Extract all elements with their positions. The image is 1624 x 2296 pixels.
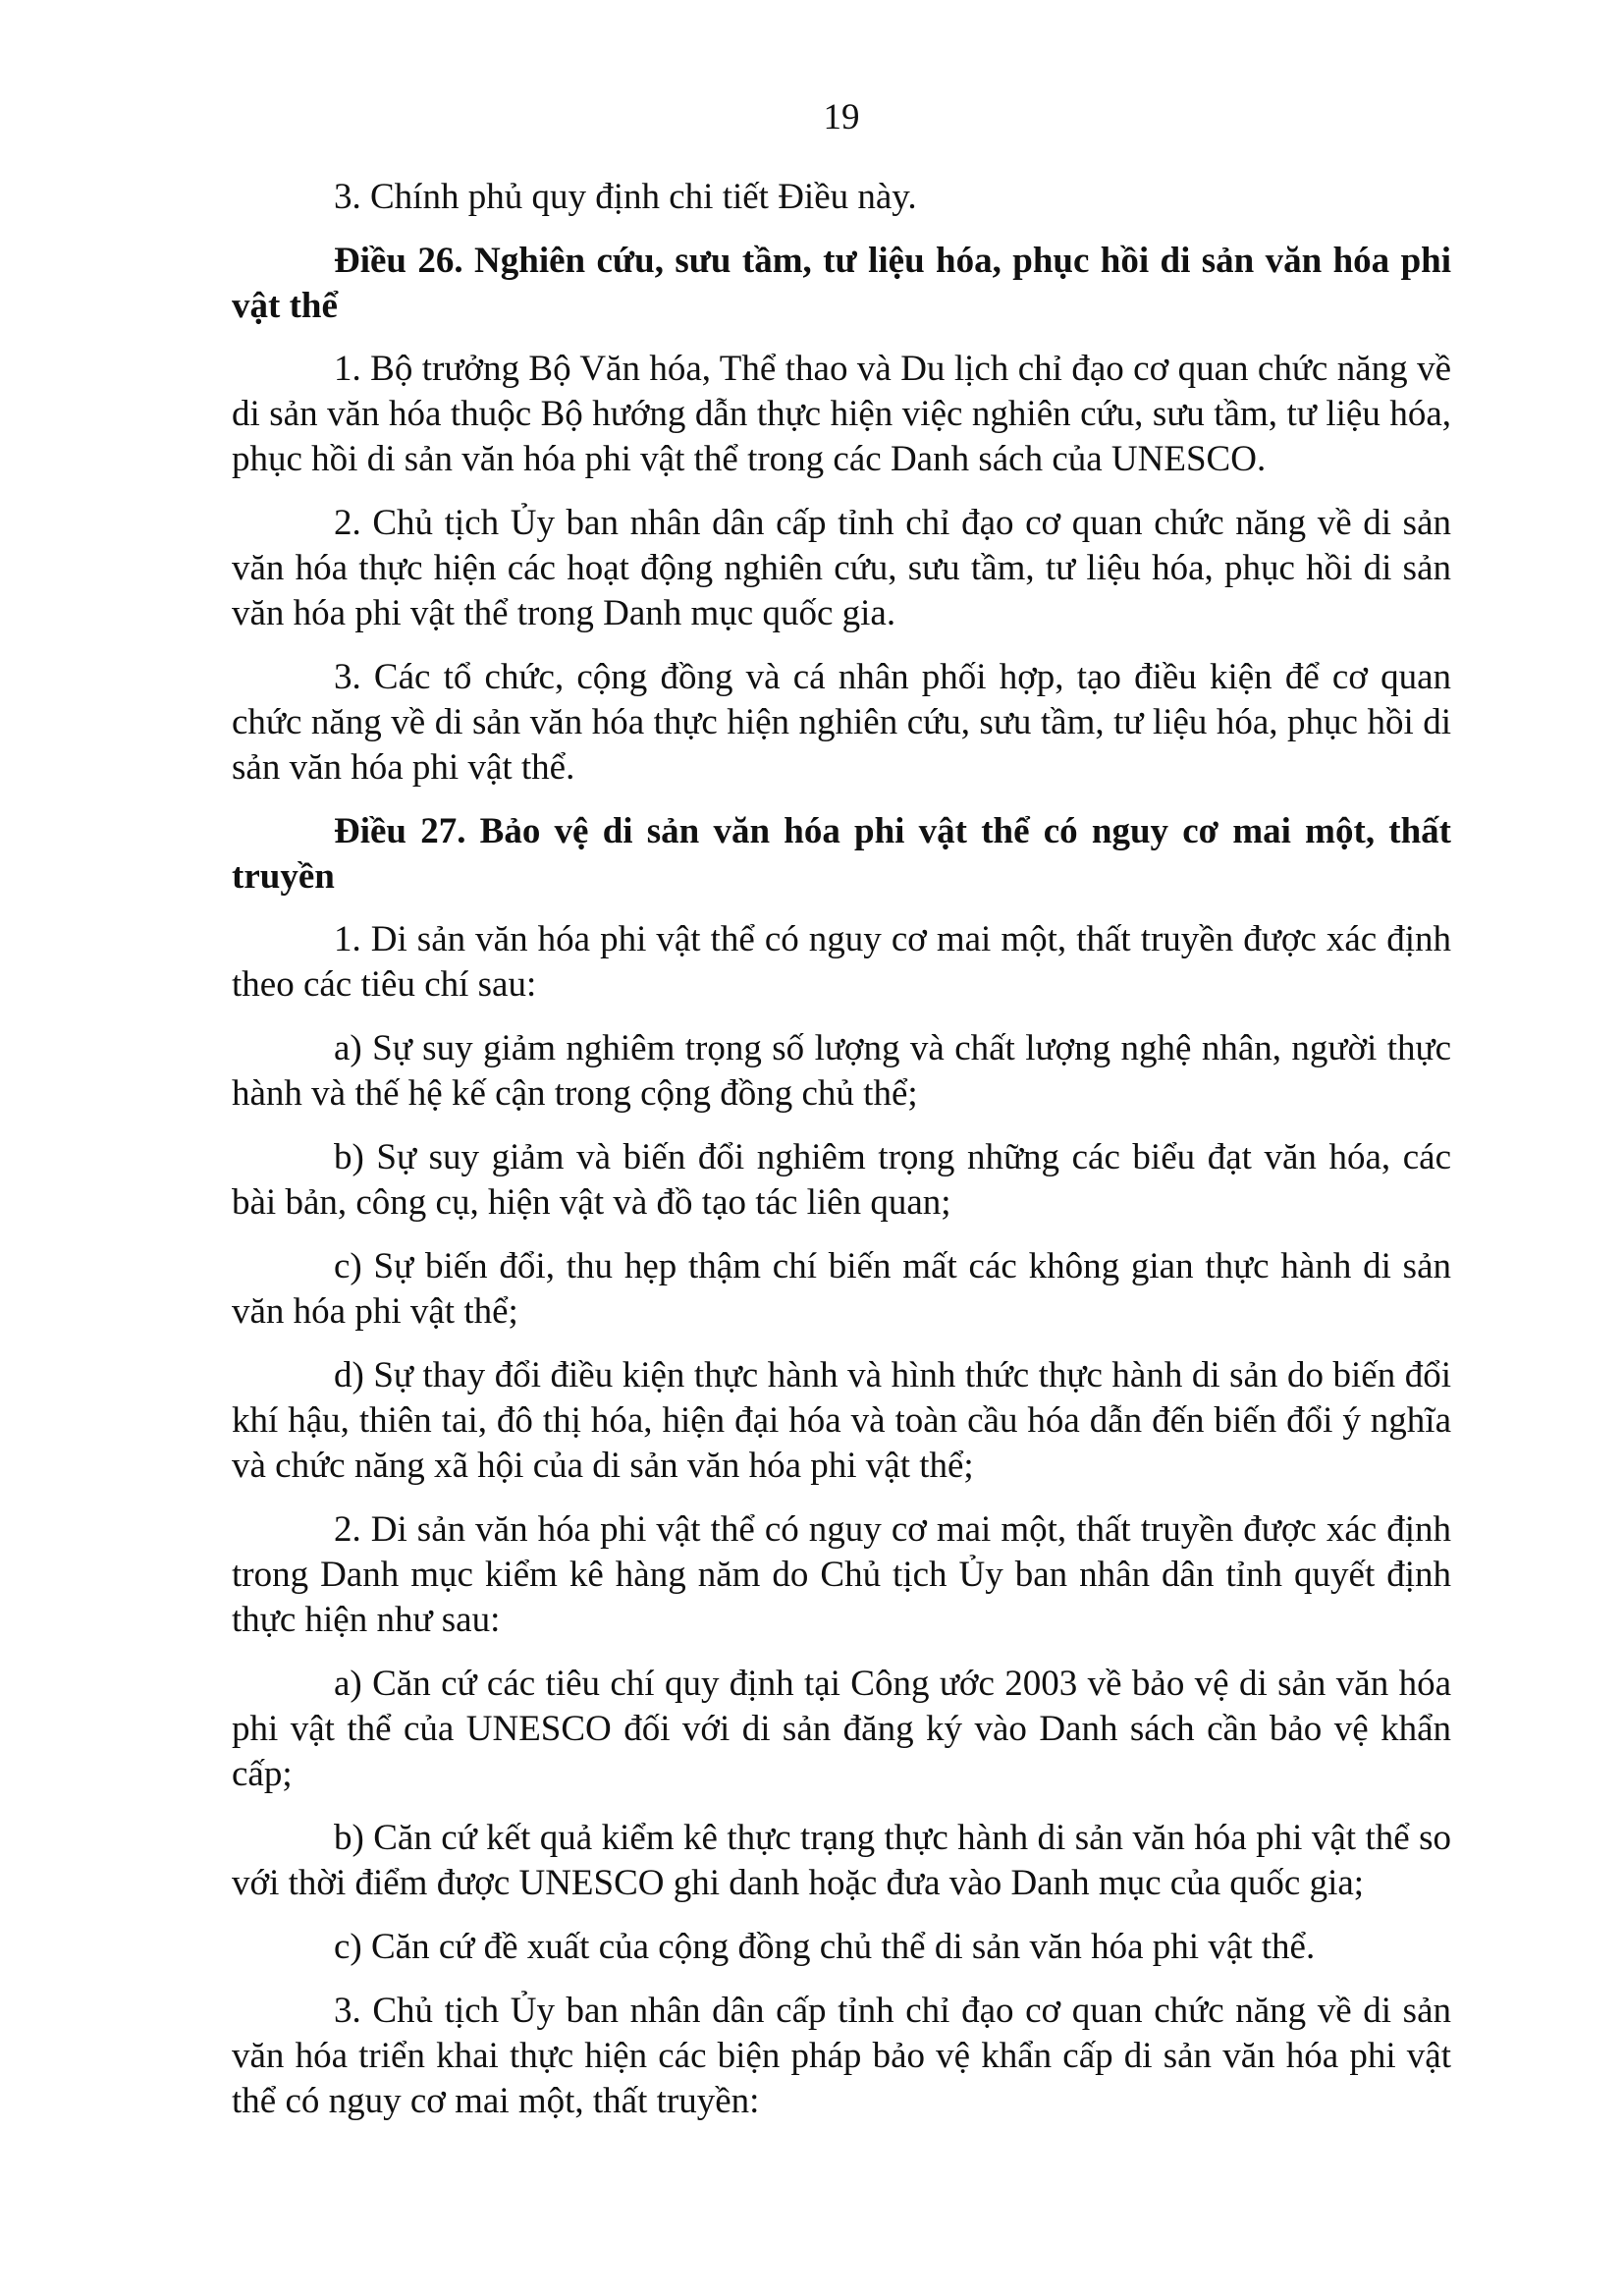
paragraph: 3. Chủ tịch Ủy ban nhân dân cấp tỉnh chỉ đạo cơ quan chức năng về di sản văn hóa triển khai thực hiện các biện pháp bảo vệ khẩn cấp di sản văn hóa phi vật thể có nguy cơ mai một, thất truyền: [232, 1991, 1451, 2121]
paragraph: c) Sự biến đổi, thu hẹp thậm chí biến mất các không gian thực hành di sản văn hóa phi vật thể; [232, 1246, 1451, 1332]
paragraph: 1. Di sản văn hóa phi vật thể có nguy cơ mai một, thất truyền được xác định theo các tiêu chí sau: [232, 919, 1451, 1005]
paragraph: 1. Bộ trưởng Bộ Văn hóa, Thể thao và Du lịch chỉ đạo cơ quan chức năng về di sản văn hóa thuộc Bộ hướng dẫn thực hiện việc nghiên cứu, sưu tầm, tư liệu hóa, phục hồi di sản văn hóa phi vật thể trong các Danh sách của UNESCO. [232, 349, 1451, 479]
paragraph: 2. Di sản văn hóa phi vật thể có nguy cơ mai một, thất truyền được xác định trong Danh mục kiểm kê hàng năm do Chủ tịch Ủy ban nhân dân tỉnh quyết định thực hiện như sau: [232, 1509, 1451, 1640]
paragraph: a) Căn cứ các tiêu chí quy định tại Công ước 2003 về bảo vệ di sản văn hóa phi vật thể của UNESCO đối với di sản đăng ký vào Danh sách cần bảo vệ khẩn cấp; [232, 1664, 1451, 1794]
article-heading-27: Điều 27. Bảo vệ di sản văn hóa phi vật thể có nguy cơ mai một, thất truyền [232, 811, 1451, 897]
paragraph: 3. Chính phủ quy định chi tiết Điều này. [334, 177, 917, 217]
article-heading-26: Điều 26. Nghiên cứu, sưu tầm, tư liệu hóa, phục hồi di sản văn hóa phi vật thể [232, 241, 1451, 326]
paragraph: a) Sự suy giảm nghiêm trọng số lượng và chất lượng nghệ nhân, người thực hành và thế hệ kế cận trong cộng đồng chủ thể; [232, 1028, 1451, 1114]
paragraph: c) Căn cứ đề xuất của cộng đồng chủ thể di sản văn hóa phi vật thể. [334, 1927, 1316, 1967]
paragraph: b) Căn cứ kết quả kiểm kê thực trạng thực hành di sản văn hóa phi vật thể so với thời điểm được UNESCO ghi danh hoặc đưa vào Danh mục của quốc gia; [232, 1818, 1451, 1903]
paragraph: b) Sự suy giảm và biến đổi nghiêm trọng những các biểu đạt văn hóa, các bài bản, công cụ, hiện vật và đồ tạo tác liên quan; [232, 1137, 1451, 1223]
page-number: 19 [823, 97, 860, 137]
paragraph: 2. Chủ tịch Ủy ban nhân dân cấp tỉnh chỉ đạo cơ quan chức năng về di sản văn hóa thực hiện các hoạt động nghiên cứu, sưu tầm, tư liệu hóa, phục hồi di sản văn hóa phi vật thể trong Danh mục quốc gia. [232, 503, 1451, 633]
paragraph: d) Sự thay đổi điều kiện thực hành và hình thức thực hành di sản do biến đổi khí hậu, thiên tai, đô thị hóa, hiện đại hóa và toàn cầu hóa dẫn đến biến đổi ý nghĩa và chức năng xã hội của di sản văn hóa phi vật thể; [232, 1355, 1451, 1486]
document-body [232, 175, 1451, 2143]
paragraph: 3. Các tổ chức, cộng đồng và cá nhân phối hợp, tạo điều kiện để cơ quan chức năng về di sản văn hóa thực hiện nghiên cứu, sưu tầm, tư liệu hóa, phục hồi di sản văn hóa phi vật thể. [232, 657, 1451, 788]
